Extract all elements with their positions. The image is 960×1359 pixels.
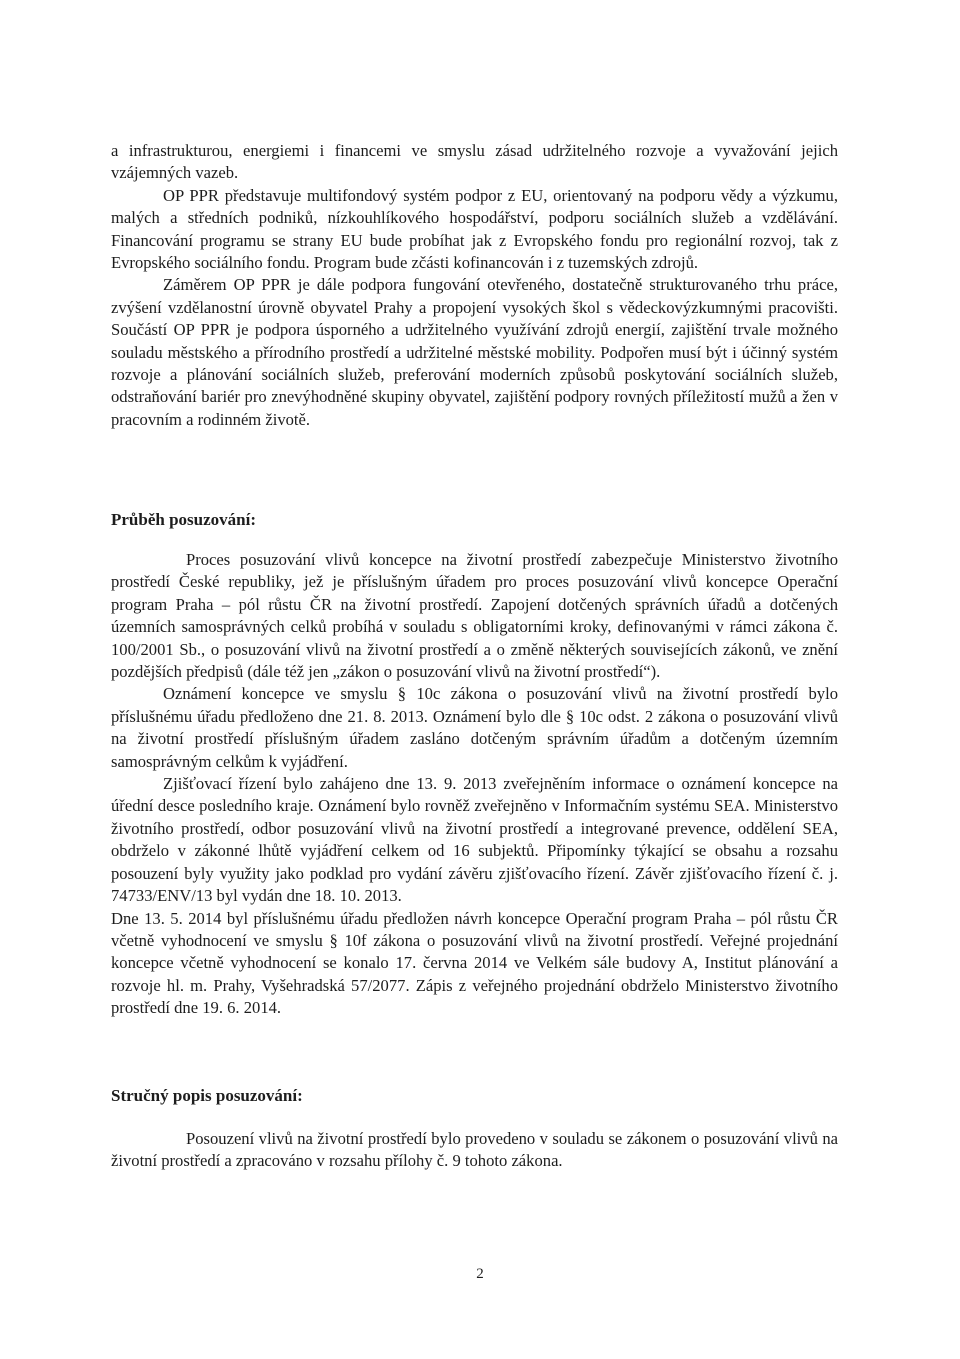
prubeh-paragraph-3: Zjišťovací řízení bylo zahájeno dne 13. 9. 2013 zveřejněním informace o oznámení koncepce na úřední desce posledního kraje. Oznámení bylo rovněž zveřejněno v Informačním systému SEA. Ministerstvo životního prostředí, odbor posuzování vlivů na životní prostředí a integrované prevence, oddělení SEA, obdrželo v zákonné lhůtě vyjádření celkem od 16 subjektů. Připomínky týkající se obsahu a rozsahu posouzení byly využity jako podklad pro vydání závěru zjišťovacího řízení. Závěr zjišťovacího řízení č. j. 74733/ENV/13 byl vydán dne 18. 10. 2013.	[111, 774, 838, 906]
intro-paragraph-2: OP PPR představuje multifondový systém podpor z EU, orientovaný na podporu vědy a výzkumu, malých a středních podniků, nízkouhlíkového hospodářství, podporu sociálních služeb a vzdělávání. Financování programu se strany EU bude probíhat jak z Evropského fondu pro regionální rozvoj, tak z Evropského sociálního fondu. Program bude zčásti kofinancován i z tuzemských zdrojů.	[111, 185, 838, 273]
prubeh-paragraph-1: Proces posuzování vlivů koncepce na životní prostředí zabezpečuje Ministerstvo životního prostředí České republiky, jež je příslušným úřadem pro proces posuzování vlivů koncepce Operační program Praha – pól růstu ČR na životní prostředí. Zapojení dotčených správních úřadů a dotčených územních samosprávných celků probíhá v souladu s obligatorními kroky, definovanými v rámci zákona č. 100/2001 Sb., o posuzování vlivů na životní prostředí a o změně některých souvisejících zákonů, ve znění pozdějších předpisů (dále též jen „zákon o posuzování vlivů na životní prostředí“).	[111, 550, 838, 682]
page-number: 2	[476, 1266, 484, 1282]
section-prubeh	[111, 549, 838, 1020]
prubeh-paragraph-2: Oznámení koncepce ve smyslu § 10c zákona o posuzování vlivů na životní prostředí bylo příslušnému úřadu předloženo dne 21. 8. 2013. Oznámení bylo dle § 10c odst. 2 zákona o posuzování vlivů na životní prostředí příslušným úřadem zasláno dotčeným správním úřadům a dotčeným územním samosprávným celkům k vyjádření.	[111, 684, 838, 771]
heading-prubeh-posuzovani: Průběh posuzování:	[111, 510, 256, 529]
section-strucny-popis	[111, 1128, 838, 1173]
intro-paragraph-1: a infrastrukturou, energiemi i financemi ve smyslu zásad udržitelného rozvoje a vyvažování jejich vzájemných vazeb.	[111, 141, 838, 183]
intro-paragraph-3: Záměrem OP PPR je dále podpora fungování otevřeného, dostatečně strukturovaného trhu práce, zvýšení vzdělanostní úrovně obyvatel Prahy a propojení vysokých škol s vědeckovýzkumnými pracovišti. Součástí OP PPR je podpora úsporného a udržitelného využívání zdrojů energií, zajištění trvale možného souladu městského a přírodního prostředí a udržitelné městské mobility. Podpořen musí být i účinný systém rozvoje a plánování sociálních služeb, preferování moderních způsobů poskytování sociálních služeb, odstraňování bariér pro znevýhodněné skupiny obyvatel, zajištění podpory rovných příležitostí mužů a žen v pracovním a rodinném životě.	[111, 275, 838, 429]
section-intro	[111, 140, 838, 431]
prubeh-paragraph-4: Dne 13. 5. 2014 byl příslušnému úřadu předložen návrh koncepce Operační program Praha – pól růstu ČR včetně vyhodnocení ve smyslu § 10f zákona o posuzování vlivů na životní prostředí. Veřejné projednání koncepce včetně vyhodnocení se konalo 17. června 2014 ve Velkém sále budovy A, Institut plánování a rozvoje hl. m. Prahy, Vyšehradská 57/2077. Zápis z veřejného projednání obdrželo Ministerstvo životního prostředí dne 19. 6. 2014.	[111, 908, 838, 1018]
heading-strucny-popis: Stručný popis posuzování:	[111, 1086, 303, 1105]
popis-paragraph-1: Posouzení vlivů na životní prostředí bylo provedeno v souladu se zákonem o posuzování vlivů na životní prostředí a zpracováno v rozsahu přílohy č. 9 tohoto zákona.	[111, 1129, 838, 1171]
